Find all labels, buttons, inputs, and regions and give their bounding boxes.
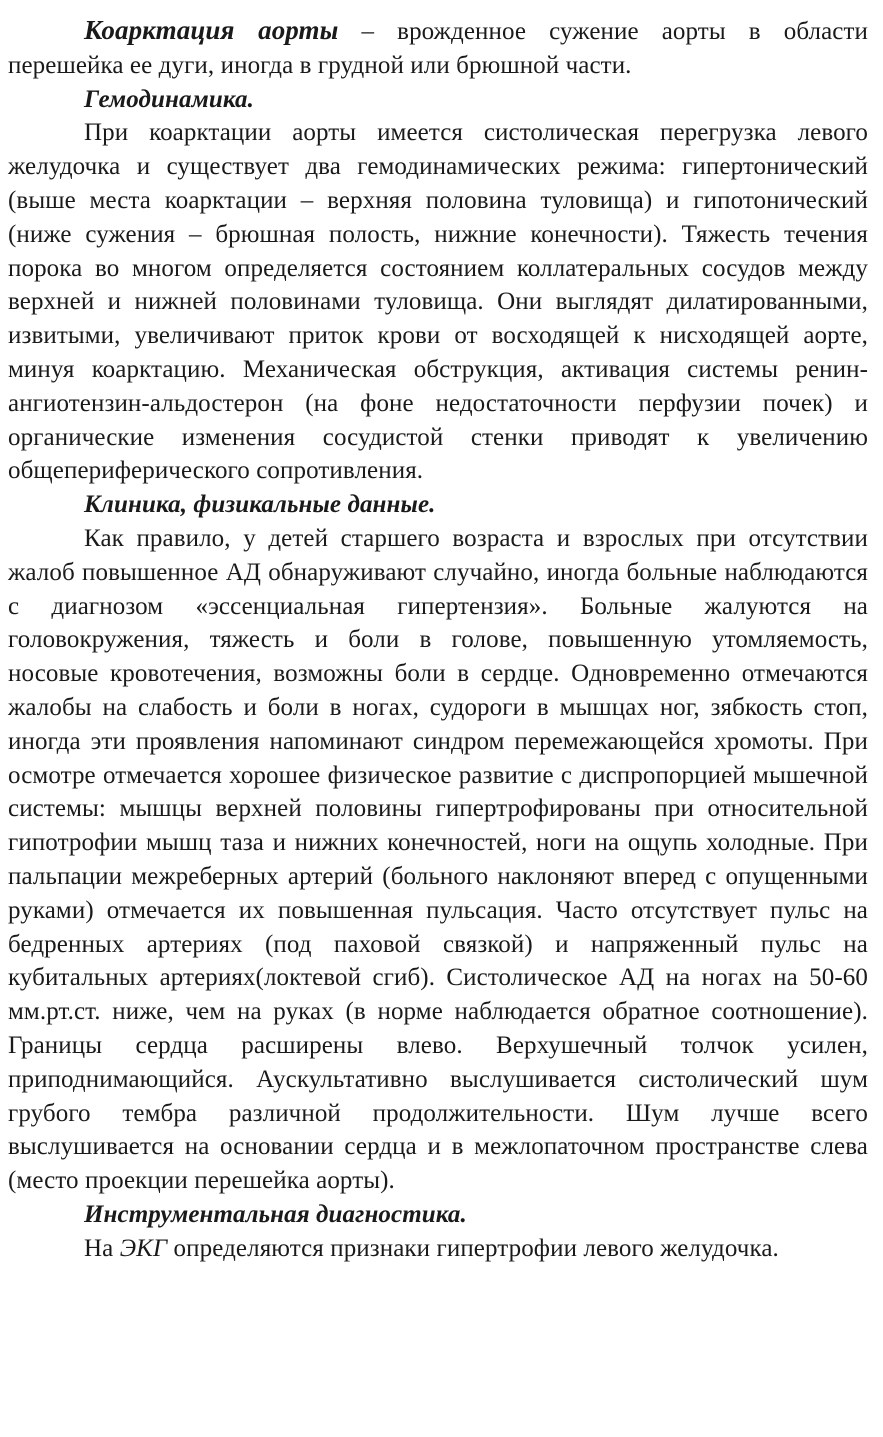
document-page xyxy=(8,14,868,1265)
hemodynamics-heading: Гемодинамика. xyxy=(84,85,254,113)
hemodynamics-paragraph: При коарктации аорты имеется систолическая перегрузка левого желудочка и существует два гемодинамических режима: гипертонический (выше места коарктации – верхняя половина туловища) и гипотонический (ниже сужения – брюшная полость, нижние конечности). Тяжесть течения порока во многом определяется состоянием коллатеральных сосудов между верхней и нижней половинами туловища. Они выглядят дилатированными, извитыми, увеличивают приток крови от восходящей к нисходящей аорте, минуя коарктацию. Механическая обструкция, активация системы ренин-ангиотензин-альдостерон (на фоне недостаточности перфузии почек) и органические изменения сосудистой стенки приводят к увеличению общепериферического сопротивления. xyxy=(8,119,868,485)
ecg-prefix: На xyxy=(84,1234,120,1262)
ecg-text: определяются признаки гипертрофии левого желудочка. xyxy=(167,1234,779,1262)
clinic-heading: Клиника, физикальные данные. xyxy=(84,491,436,519)
intro-paragraph xyxy=(8,14,868,83)
intro-term: Коарктация аорты xyxy=(84,15,339,45)
ecg-term: ЭКГ xyxy=(119,1234,168,1262)
intro-text: – врожденное сужение аорты в области перешейка ее дуги, иногда в грудной или брюшной части. xyxy=(8,18,868,79)
ecg-paragraph xyxy=(8,1232,868,1266)
instrumental-heading: Инструментальная диагностика. xyxy=(84,1200,467,1228)
clinic-paragraph: Как правило, у детей старшего возраста и взрослых при отсутствии жалоб повышенное АД обнаруживают случайно, иногда больные наблюдаются с диагнозом «эссенциальная гипертензия». Больные жалуются на головокружения, тяжесть и боли в голове, повышенную утомляемость, носовые кровотечения, возможны боли в сердце. Одновременно отмечаются жалобы на слабость и боли в ногах, судороги в мышцах ног, зябкость стоп, иногда эти проявления напоминают синдром перемежающейся хромоты. При осмотре отмечается хорошее физическое развитие с диспропорцией мышечной системы: мышцы верхней половины гипертрофированы при относительной гипотрофии мышц таза и нижних конечностей, ноги на ощупь холодные. При пальпации межреберных артерий (больного наклоняют вперед с опущенными руками) отмечается их повышенная пульсация. Часто отсутствует пульс на бедренных артериях (под паховой связкой) и напряженный пульс на кубитальных артериях(локтевой сгиб). Систолическое АД на ногах на 50-60 мм.рт.ст. ниже, чем на руках (в норме наблюдается обратное соотношение). Границы сердца расширены влево. Верхушечный толчок усилен, приподнимающийся. Аускультативно выслушивается систолический шум грубого тембра различной продолжительности. Шум лучше всего выслушивается на основании сердца и в межлопаточном пространстве слева (место проекции перешейка аорты). xyxy=(8,524,868,1195)
